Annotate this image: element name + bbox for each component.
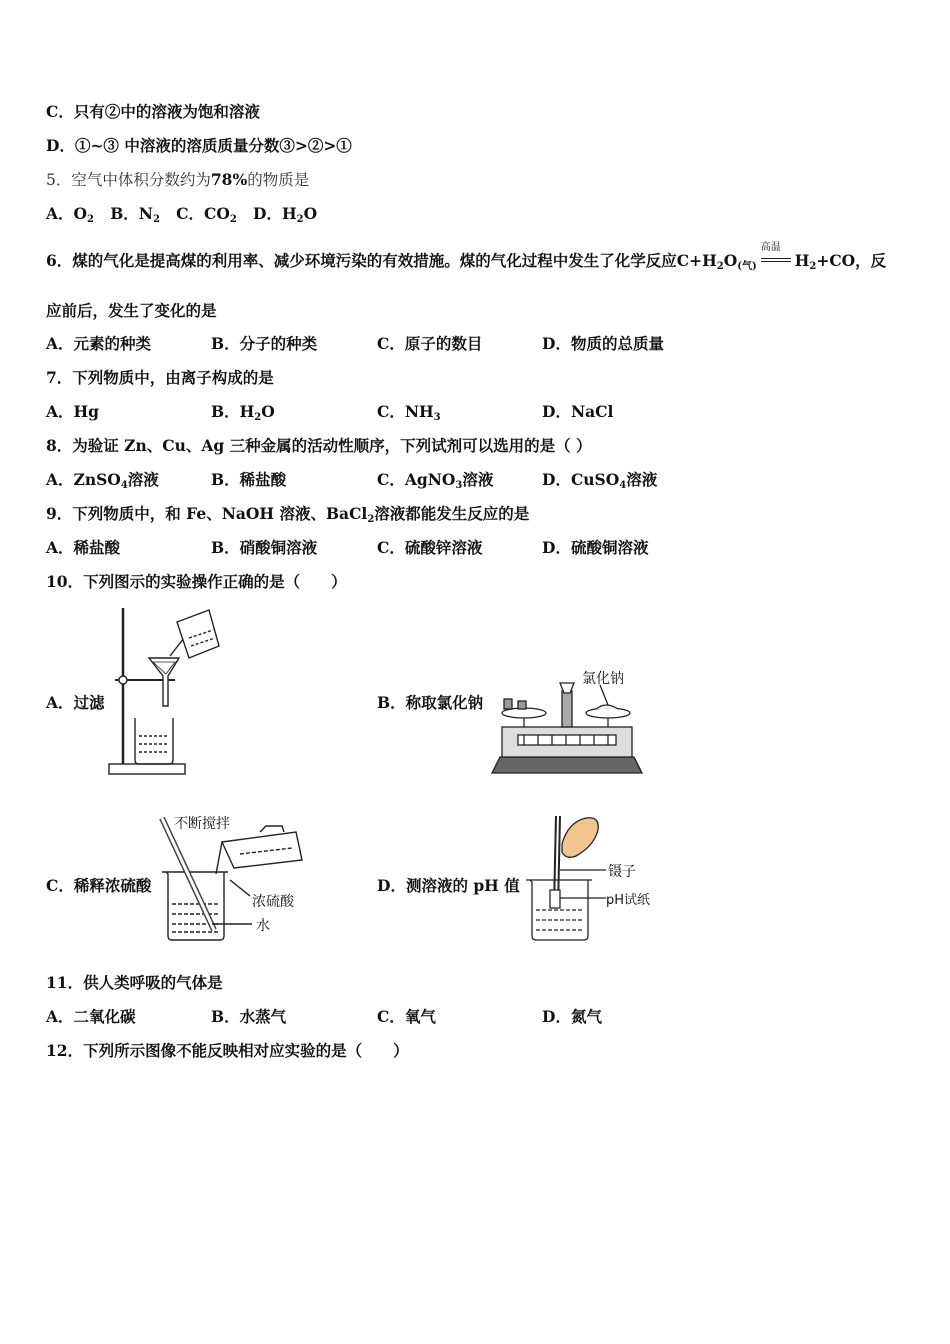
reaction-condition: 高温 [759, 252, 793, 272]
option-d-prev: D．①~③ 中溶液的溶质质量分数③>②>① [46, 136, 352, 155]
q7-option-b: B．$H_2O$ [211, 402, 275, 423]
q8-option-c: C．AgNO$_3$溶液 [377, 470, 494, 491]
q7-option-d: D．NaCl [542, 402, 614, 421]
q7-option-a: A．Hg [46, 402, 100, 421]
q9-option-b: B．硝酸铜溶液 [211, 538, 318, 557]
q7-option-c: C．$NH_3$ [377, 402, 441, 423]
q10-option-b: B．称取氯化钠 [377, 693, 484, 712]
q6-option-b: B．分子的种类 [211, 334, 318, 353]
acid-label: 浓硫酸 [252, 894, 294, 910]
balance-figure [488, 665, 648, 777]
q10-option-d: D．测溶液的 pH 值 [377, 876, 520, 895]
q11-option-a: A．二氧化碳 [46, 1007, 136, 1026]
question-12-stem: 12．下列所示图像不能反映相对应实验的是（ ） [46, 1041, 409, 1060]
q6-equation: $C+H_2O_{(气)}$ 高温 $H_2+CO$，反 [676, 242, 887, 272]
q11-option-c: C．氧气 [377, 1007, 436, 1026]
q9-option-d: D．硫酸铜溶液 [542, 538, 649, 557]
q5-option-d: D．$H_2O$ [253, 204, 318, 225]
question-10-stem: 10．下列图示的实验操作正确的是（ ） [46, 572, 347, 591]
water-label: 水 [256, 918, 270, 934]
filtration-figure [105, 602, 225, 778]
stir-label: 不断搅拌 [174, 816, 230, 832]
q11-option-b: B．水蒸气 [211, 1007, 287, 1026]
q8-option-b: B．稀盐酸 [211, 470, 287, 489]
q5-option-a: A．$O_2$ [46, 204, 94, 225]
question-5-options [46, 204, 317, 224]
q10-option-a: A．过滤 [46, 693, 105, 712]
tweezers-label: 镊子 [608, 864, 636, 880]
option-c-prev: C．只有②中的溶液为饱和溶液 [46, 102, 260, 121]
q6-option-a: A．元素的种类 [46, 334, 152, 353]
q11-option-d: D．氮气 [542, 1007, 602, 1026]
question-8-stem: 8．为验证 Zn、Cu、Ag 三种金属的活动性顺序，下列试剂可以选用的是（ ） [46, 436, 592, 455]
question-9-stem: 9．下列物质中，和 Fe、NaOH 溶液、BaCl$_2$溶液都能发生反应的是 [46, 504, 530, 525]
q9-option-c: C．硫酸锌溶液 [377, 538, 483, 557]
question-6-stem: 6．煤的气化是提高煤的利用率、减少环境污染的有效措施。煤的气化过程中发生了化学反应$C+H_2O_{(气)}$ 高温 $H_2+CO$，反 [46, 242, 887, 272]
q10-option-c: C．稀释浓硫酸 [46, 876, 152, 895]
q5-option-c: C．$CO_2$ [176, 204, 237, 225]
ph-test-figure [526, 812, 656, 944]
q5-option-b: B．$N_2$ [110, 204, 160, 225]
q9-option-a: A．稀盐酸 [46, 538, 121, 557]
question-7-stem: 7．下列物质中，由离子构成的是 [46, 368, 274, 387]
q6-option-c: C．原子的数目 [377, 334, 483, 353]
q6-option-d: D．物质的总质量 [542, 334, 664, 353]
q8-option-a: A．ZnSO$_4$溶液 [46, 470, 159, 491]
nacl-label: 氯化钠 [582, 671, 624, 687]
q8-option-d: D．CuSO$_4$溶液 [542, 470, 658, 491]
question-11-stem: 11．供人类呼吸的气体是 [46, 973, 223, 992]
question-5-stem: 5．空气中体积分数约为78%的物质是 [46, 170, 310, 189]
question-6-stem-line2: 应前后，发生了变化的是 [46, 301, 217, 320]
dilution-figure [156, 812, 306, 944]
ph-paper-label: pH试纸 [606, 893, 651, 908]
